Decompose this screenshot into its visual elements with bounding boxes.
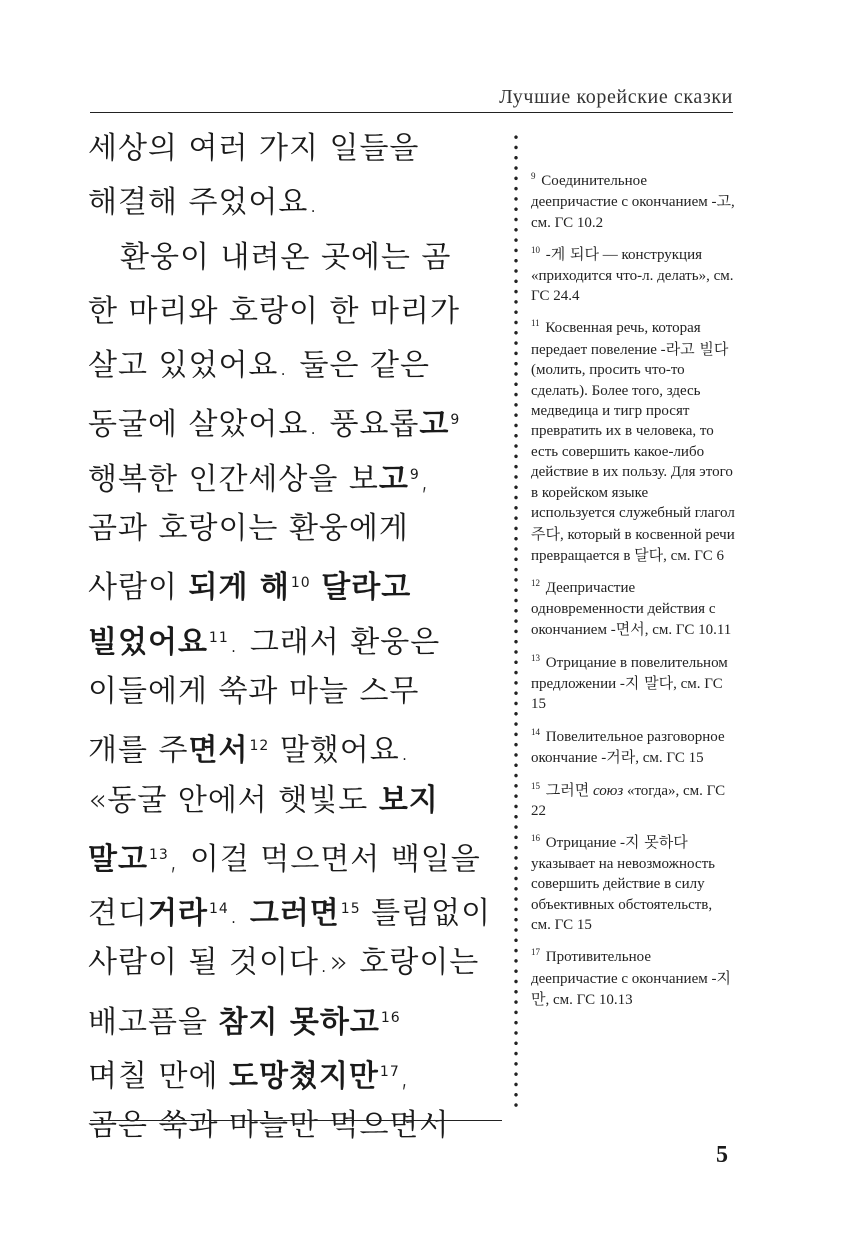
- book-title: Лучшие корейские сказки: [499, 86, 733, 108]
- text-segment: . 그래서 환웅은: [228, 624, 441, 660]
- text-segment: 배고픔을: [88, 1004, 219, 1040]
- footnotes-column: [531, 166, 735, 1018]
- footnote-ref: 12: [531, 578, 540, 589]
- bold-grammar-text: 달라고: [321, 570, 412, 606]
- text-line: [88, 611, 508, 665]
- footnote-ref: 16: [531, 833, 540, 844]
- text-segment: указывает на невозможность совершить действие в силу объективных обстоятельств, см. ГС 15: [531, 855, 715, 933]
- text-segment: 고: [716, 192, 731, 211]
- text-segment: 틀림없이: [360, 896, 492, 932]
- text-segment: 사람이: [88, 570, 189, 606]
- text-segment: 개를 주: [88, 733, 189, 769]
- text-line: [88, 991, 508, 1045]
- text-segment: «동굴 안에서 햇빛도: [88, 782, 379, 818]
- text-segment: 지 말다: [624, 673, 674, 692]
- text-segment: 달다: [634, 545, 664, 564]
- footnote: [531, 166, 735, 233]
- text-segment: Косвенная речь, которая передает повеление -: [531, 320, 701, 358]
- text-segment: 행복한 인간세상을 보: [88, 461, 379, 497]
- bold-grammar-text: 말고: [88, 841, 148, 877]
- text-segment: , см. ГС 15: [531, 675, 723, 713]
- text-line: [88, 502, 508, 556]
- footnote-ref: 10: [290, 575, 311, 592]
- footnote-ref: 12: [249, 738, 270, 755]
- text-line: [88, 122, 508, 176]
- text-segment: союз: [592, 782, 624, 799]
- text-segment: 그러면: [545, 780, 590, 799]
- bold-grammar-text: 면서: [188, 733, 249, 769]
- bold-grammar-text: 고: [419, 407, 450, 443]
- bold-grammar-text: 고: [378, 461, 409, 497]
- text-segment: .: [228, 896, 250, 932]
- footnote-ref: 11: [531, 318, 540, 329]
- text-segment: , 이걸 먹으면서 백일을: [168, 841, 481, 877]
- text-segment: 며칠 만에: [88, 1059, 229, 1095]
- footnote-ref: 14: [208, 901, 229, 918]
- text-segment: 거라: [606, 748, 636, 767]
- text-line: [88, 448, 508, 502]
- text-segment: 게 되다: [550, 245, 599, 264]
- text-segment: 견디: [88, 896, 148, 932]
- text-segment: , см. ГС 10.2: [531, 194, 735, 231]
- text-segment: 지만: [531, 968, 731, 1009]
- footnote-ref: 15: [340, 901, 361, 918]
- footnote: [531, 648, 735, 715]
- text-segment: 세상의 여러 가지 일들을: [88, 131, 420, 166]
- text-segment: ,: [399, 1059, 411, 1095]
- dotted-column-divider: [513, 132, 519, 1108]
- text-segment: 환웅이 내려온 곳에는 곰: [120, 239, 452, 275]
- text-segment: 면서: [615, 620, 645, 639]
- footnote-ref: 9: [409, 466, 420, 483]
- running-header: [90, 86, 733, 113]
- bold-grammar-text: 거라: [147, 896, 208, 932]
- text-bottom-rule: [90, 1120, 502, 1121]
- footnote-ref: 16: [380, 1009, 401, 1026]
- bold-grammar-text: 빌었어요: [88, 624, 208, 660]
- text-segment: 한 마리와 호랑이 한 마리가: [88, 293, 460, 329]
- bold-grammar-text: 그러면: [249, 896, 340, 932]
- text-line: [88, 828, 508, 882]
- text-segment: 지 못하다: [625, 833, 688, 852]
- text-segment: 주다: [531, 524, 560, 543]
- text-segment: , см. ГС 6: [663, 547, 725, 564]
- bold-grammar-text: 참지 못하고: [218, 1004, 380, 1040]
- text-line: [88, 936, 508, 990]
- text-segment: Отрицание -: [542, 835, 625, 852]
- text-segment: Повелительное разговорное окончание -: [531, 728, 725, 767]
- text-segment: 곰은 쑥과 마늘만 먹으면서: [88, 1108, 450, 1144]
- text-segment: , см. ГС 15: [635, 750, 704, 767]
- footnote: [531, 722, 735, 769]
- footnote: [531, 573, 735, 640]
- text-line: [88, 231, 508, 285]
- text-line: [88, 1099, 508, 1153]
- text-segment: -: [542, 247, 551, 264]
- footnote-ref: 9: [531, 171, 536, 181]
- text-segment: 곰과 호랑이는 환웅에게: [88, 511, 409, 547]
- text-line: [88, 882, 508, 936]
- text-segment: , см. ГС 10.11: [644, 622, 732, 639]
- text-segment: 해결해 주었어요.: [88, 185, 319, 221]
- text-line: [88, 285, 508, 339]
- text-line: [88, 774, 508, 828]
- text-segment: (молить, просить что-то сделать). Более того, здесь медведица и тигр просят превратить их в человека, то есть совершить какое-либо действие в их пользу. Для этого в корейском языке используется служебный глагол: [531, 362, 735, 522]
- footnote-ref: 14: [531, 726, 540, 737]
- text-segment: 이들에게 쑥과 마늘 스무: [88, 673, 420, 709]
- footnote-ref: 9: [450, 412, 461, 429]
- bold-grammar-text: 보지: [378, 782, 439, 818]
- page-number: 5: [716, 1142, 728, 1168]
- footnote: [531, 828, 735, 935]
- text-segment: — конструкция «приходится что-л. делать», см. ГС 24.4: [531, 247, 734, 305]
- text-segment: , который в косвенной речи превращается в: [531, 526, 735, 564]
- text-segment: «тогда», см. ГС 22: [531, 782, 726, 819]
- text-segment: Соединительное деепричастие с окончанием -: [531, 173, 717, 211]
- text-segment: Деепричастие одновременности действия с окончанием -: [531, 580, 716, 639]
- text-line: [88, 719, 508, 773]
- footnote: [531, 942, 735, 1010]
- text-line: [88, 665, 508, 719]
- footnote-ref: 13: [148, 846, 169, 863]
- bold-grammar-text: 도망쳤지만: [229, 1059, 379, 1095]
- text-segment: 말했어요.: [269, 733, 411, 769]
- text-segment: [311, 570, 322, 605]
- text-segment: 동굴에 살았어요. 풍요롭: [88, 407, 420, 443]
- footnote-ref: 11: [208, 629, 229, 646]
- text-line: [88, 393, 508, 447]
- text-segment: Противительное деепричастие с окончанием -: [531, 949, 717, 987]
- main-korean-text: [88, 122, 508, 1154]
- text-segment: 살고 있었어요. 둘은 같은: [88, 348, 430, 384]
- text-segment: 라고 빌다: [665, 339, 729, 358]
- footnote: [531, 313, 735, 566]
- footnote-ref: 13: [531, 652, 540, 663]
- text-segment: 사람이 될 것이다.» 호랑이는: [88, 945, 480, 981]
- bold-grammar-text: 되게 해: [188, 570, 290, 606]
- footnote-ref: 17: [379, 1064, 400, 1081]
- footnote-ref: 10: [531, 245, 540, 256]
- footnote: [531, 240, 735, 306]
- footnote-ref: 17: [531, 947, 540, 958]
- text-line: [88, 339, 508, 393]
- text-segment: ,: [419, 461, 431, 497]
- text-line: [88, 1045, 508, 1099]
- text-line: [88, 176, 508, 230]
- text-segment: Отрицание в повелительном предложении -: [531, 654, 728, 692]
- text-segment: , см. ГС 10.13: [545, 992, 633, 1009]
- footnote-ref: 15: [531, 780, 540, 791]
- footnote: [531, 776, 735, 822]
- text-line: [88, 556, 508, 610]
